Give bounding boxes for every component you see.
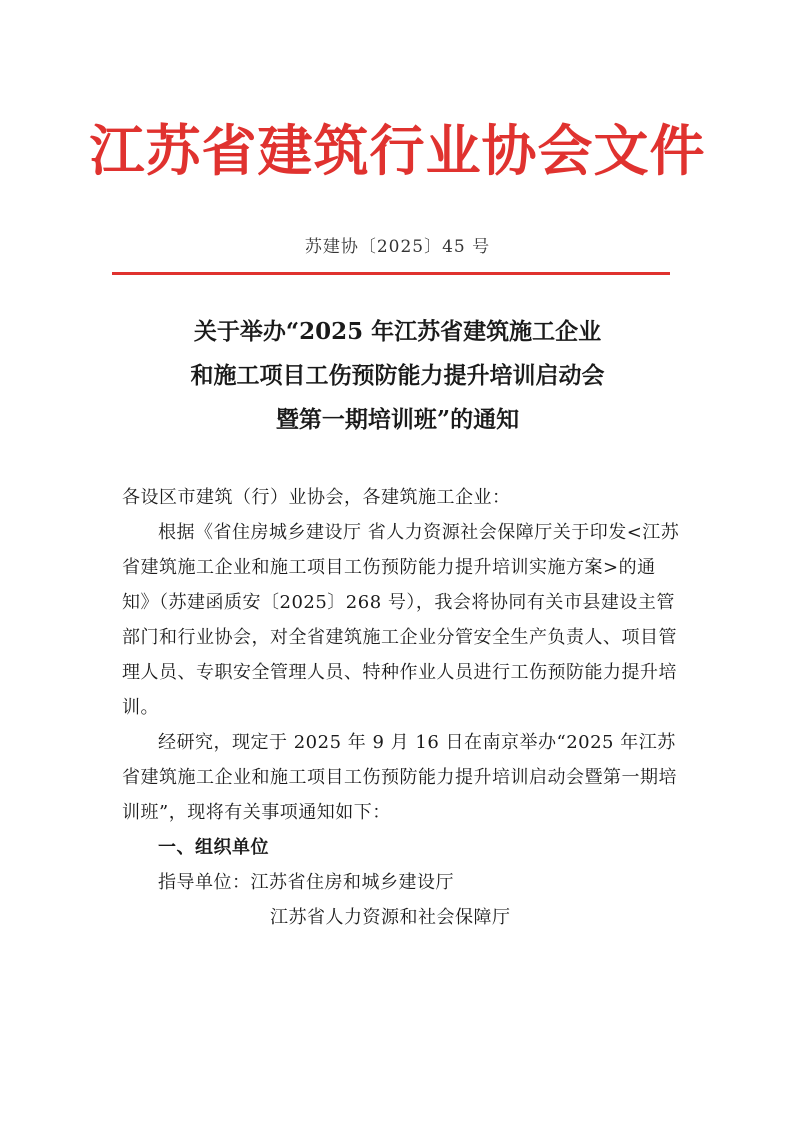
organizer-line-1: 指导单位：江苏省住房和城乡建设厅 [158,872,454,893]
paragraph-2: 经研究，现定于 2025 年 9 月 16 日在南京举办“2025 年江苏省建筑施工企业和施工项目工伤预防能力提升培训启动会暨第一期培训班”，现将有关事项通知如下： [122,732,677,823]
section-heading-organizers: 一、组织单位 [158,837,269,858]
salutation: 各设区市建筑（行）业协会，各建筑施工企业： [122,487,511,508]
paragraph-1: 根据《省住房城乡建设厅 省人力资源社会保障厅关于印发<江苏省建筑施工企业和施工项目工伤预防能力提升培训实施方案>的通知》（苏建函质安〔2025〕268 号），我会将协同有关市县建设主管部门和行业协会，对全省建筑施工企业分管安全生产负责人、项目管理人员、专职安全管理人员、特种作业人员进行工伤预防能力提升培训。 [122,522,680,718]
document-number: 苏建协〔2025〕45 号 [304,237,491,257]
title-line-2: 和施工项目工伤预防能力提升培训启动会 [190,362,605,389]
masthead-title: 江苏省建筑行业协会文件 [89,118,706,183]
title-line-1: 关于举办“2025 年江苏省建筑施工企业 [193,318,602,345]
title-line-3: 暨第一期培训班”的通知 [275,406,520,433]
notice-body [122,480,682,935]
notice-title [100,310,695,442]
organizer-line-2: 江苏省人力资源和社会保障厅 [270,907,511,928]
red-divider-line [112,272,670,275]
